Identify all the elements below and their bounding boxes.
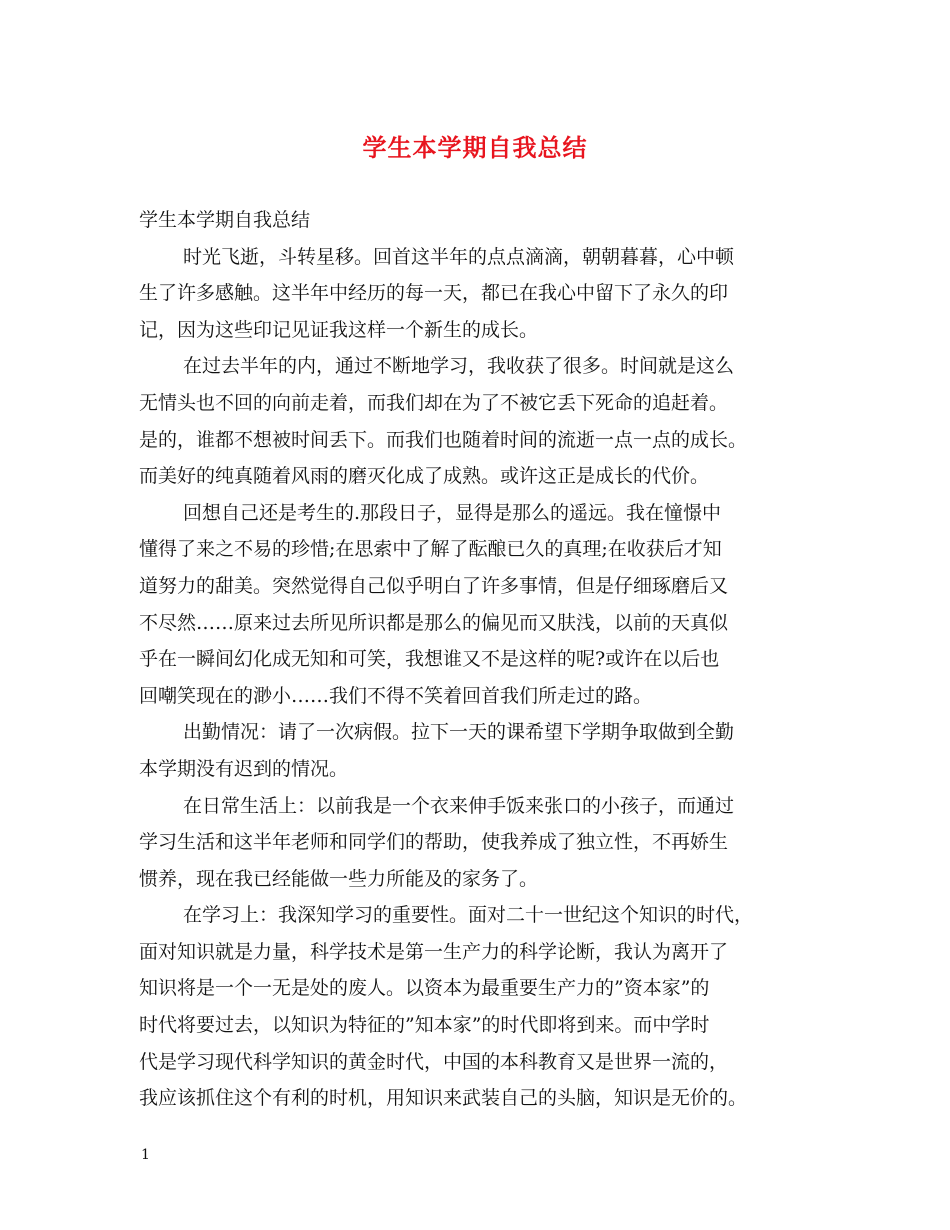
text-line: 回想自己还是考生的.那段日子，显得是那么的遥远。我在憧憬中 (183, 501, 722, 524)
text-line: 学生本学期自我总结 (139, 209, 311, 231)
document-body (139, 202, 819, 1117)
text-line: 懂得了来之不易的珍惜;在思索中了解了酝酿已久的真理;在收获后才知 (139, 538, 722, 561)
page-number: 1 (141, 1147, 150, 1163)
text-line: 乎在一瞬间幻化成无知和可笑，我想谁又不是这样的呢?或许在以后也 (139, 648, 720, 671)
text-line: 回嘲笑现在的渺小……我们不得不笑着回首我们所走过的路。 (139, 684, 653, 707)
text-line: 本学期没有迟到的情况。 (139, 757, 349, 780)
text-line: 出勤情况：请了一次病假。拉下一天的课希望下学期争取做到全勤 (183, 721, 735, 744)
text-line: 在学习上：我深知学习的重要性。面对二十一世纪这个知识的时代， (183, 904, 754, 927)
text-line: 在过去半年的内，通过不断地学习，我收获了很多。时间就是这么 (183, 355, 735, 378)
text-line: 无情头也不回的向前走着，而我们却在为了不被它丢下死命的追赶着。 (139, 391, 729, 414)
text-line: 代是学习现代科学知识的黄金时代，中国的本科教育又是世界一流的， (139, 1050, 729, 1073)
text-line: 不尽然……原来过去所见所识都是那么的偏见而又肤浅，以前的天真似 (139, 611, 729, 634)
text-line: 生了许多感触。这半年中经历的每一天，都已在我心中留下了永久的印 (139, 282, 729, 305)
text-line: 是的，谁都不想被时间丢下。而我们也随着时间的流逝一点一点的成长。 (139, 428, 748, 451)
text-line: 时光飞逝，斗转星移。回首这半年的点点滴滴，朝朝暮暮，心中顿 (183, 245, 735, 268)
text-line: 而美好的纯真随着风雨的磨灭化成了成熟。或许这正是成长的代价。 (139, 465, 710, 488)
text-line: 道努力的甜美。突然觉得自己似乎明白了许多事情，但是仔细琢磨后又 (139, 574, 729, 597)
text-line: 知识将是一个一无是处的废人。以资本为最重要生产力的”资本家”的 (139, 977, 710, 1000)
text-line: 记，因为这些印记见证我这样一个新生的成长。 (139, 318, 539, 341)
text-line: 时代将要过去，以知识为特征的”知本家”的时代即将到来。而中学时 (139, 1014, 710, 1037)
text-line: 惯养，现在我已经能做一些力所能及的家务了。 (139, 867, 539, 890)
text-line: 在日常生活上：以前我是一个衣来伸手饭来张口的小孩子，而通过 (183, 794, 735, 817)
text-line: 面对知识就是力量，科学技术是第一生产力的科学论断，我认为离开了 (139, 940, 729, 963)
document-title: 学生本学期自我总结 (362, 133, 588, 162)
text-line: 我应该抓住这个有利的时机，用知识来武装自己的头脑，知识是无价的。 (139, 1087, 748, 1110)
text-line: 学习生活和这半年老师和同学们的帮助，使我养成了独立性，不再娇生 (139, 831, 729, 854)
